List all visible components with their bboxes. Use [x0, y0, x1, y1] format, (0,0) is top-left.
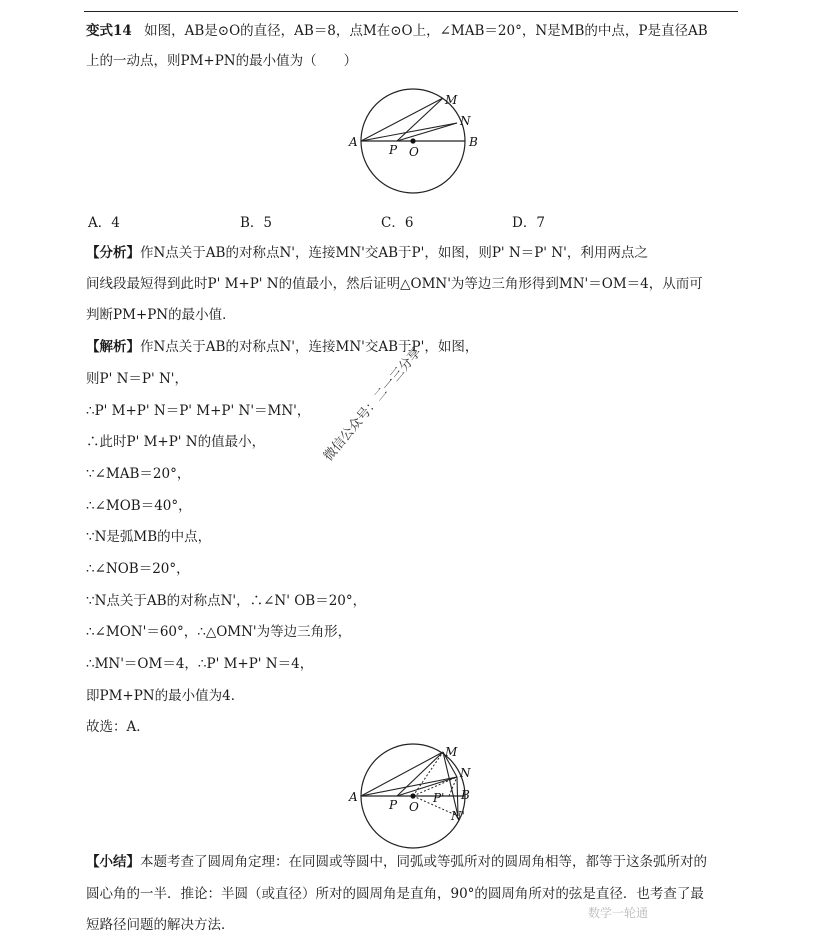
summary-line-3: 短路径问题的解决方法． [86, 917, 235, 933]
fig2-segment-mn2 [443, 752, 458, 816]
fig1-label-a: A [349, 135, 358, 149]
fig1-label-n: N [460, 114, 471, 128]
fig1-label-p: P [389, 143, 398, 157]
fig2-label-n: N [460, 766, 471, 780]
solution-step-3: ∴此时P' M+P' N的值最小， [86, 434, 266, 450]
problem-line-2: 上的一动点，则PM+PN的最小值为（ ） [86, 53, 358, 69]
solution-step-10: ∴MN'＝OM＝4，∴P' M+P' N＝4， [86, 656, 314, 672]
fig2-label-b: B [461, 788, 470, 802]
fig2-label-n-prime: N' [451, 809, 465, 823]
problem-text-1: 如图，AB是⊙O的直径，AB＝8，点M在⊙O上，∠MAB＝20°，N是MB的中点，P是直径AB [144, 23, 708, 39]
fig2-label-p-prime: P' [433, 791, 445, 805]
solution-step-4: ∵∠MAB＝20°， [86, 466, 191, 482]
fig2-segment-pm [397, 752, 443, 796]
fig2-label-p: P [389, 798, 398, 812]
solution-step-8: ∵N点关于AB的对称点N'，∴∠N' OB＝20°， [86, 593, 367, 609]
solution-step-5: ∴∠MOB＝40°， [86, 498, 192, 514]
corner-watermark: 数学一轮通 [588, 906, 649, 920]
fig2-label-m: M [445, 745, 458, 759]
solution-step-9: ∴∠MON'＝60°，∴△OMN'为等边三角形， [86, 624, 352, 640]
solution-step-1: 则P' N＝P' N'， [86, 371, 189, 387]
diagonal-watermark: 微信公众号：二一三分享 [321, 345, 425, 465]
solution-text-1: 作N点关于AB的对称点N'，连接MN'交AB于P'，如图， [140, 339, 479, 355]
option-c: C．6 [381, 215, 414, 231]
fig2-label-o: O [409, 800, 419, 814]
summary-line-2: 圆心角的一半．推论：半圆（或直径）所对的圆周角是直角，90°的圆周角所对的弦是直径．也考查了最 [86, 886, 704, 902]
analysis-line-2: 间线段最短得到此时P' M+P' N的值最小，然后证明△OMN'为等边三角形得到MN'＝OM＝4，从而可 [86, 276, 703, 292]
fig1-point-o [410, 138, 415, 143]
solution-step-7: ∴∠NOB＝20°， [86, 561, 190, 577]
fig2-label-a: A [349, 790, 358, 804]
problem-line-1 [86, 22, 708, 40]
problem-title: 变式14 [86, 23, 132, 39]
solution-step-11: 即PM+PN的最小值为4． [86, 688, 245, 704]
fig1-chord-an [361, 123, 457, 141]
fig1-chord-am [361, 98, 443, 141]
analysis-text-1: 作N点关于AB的对称点N'，连接MN'交AB于P'，如图，则P' N＝P' N'，利用两点之 [140, 245, 648, 261]
solution-step-12: 故选：A． [86, 719, 150, 735]
top-rule [84, 11, 738, 12]
summary-text-1: 本题考查了圆周角定理：在同圆或等圆中，同弧或等弧所对的圆周角相等，都等于这条弧所对的 [140, 854, 707, 870]
fig1-label-b: B [469, 135, 478, 149]
fig2-point-o [410, 793, 415, 798]
fig1-label-o: O [409, 145, 419, 159]
solution-step-2: ∴P' M+P' N＝P' M+P' N'＝MN'， [86, 403, 311, 419]
fig2-segment-pn [397, 777, 457, 796]
analysis-line-3: 判断PM+PN的最小值． [86, 307, 236, 323]
summary-line-1 [86, 853, 707, 871]
solution-step-6: ∵N是弧MB的中点， [86, 529, 212, 545]
analysis-tag: 【分析】 [86, 245, 140, 261]
option-d: D．7 [512, 215, 545, 231]
figure-1 [345, 85, 485, 200]
figure-2 [345, 740, 485, 855]
option-b: B．5 [240, 215, 273, 231]
fig2-chord-am [361, 752, 443, 796]
analysis-line-1 [86, 244, 648, 262]
solution-tag: 【解析】 [86, 339, 140, 355]
fig1-label-m: M [445, 93, 458, 107]
summary-tag: 【小结】 [86, 854, 140, 870]
option-a: A．4 [88, 215, 120, 231]
